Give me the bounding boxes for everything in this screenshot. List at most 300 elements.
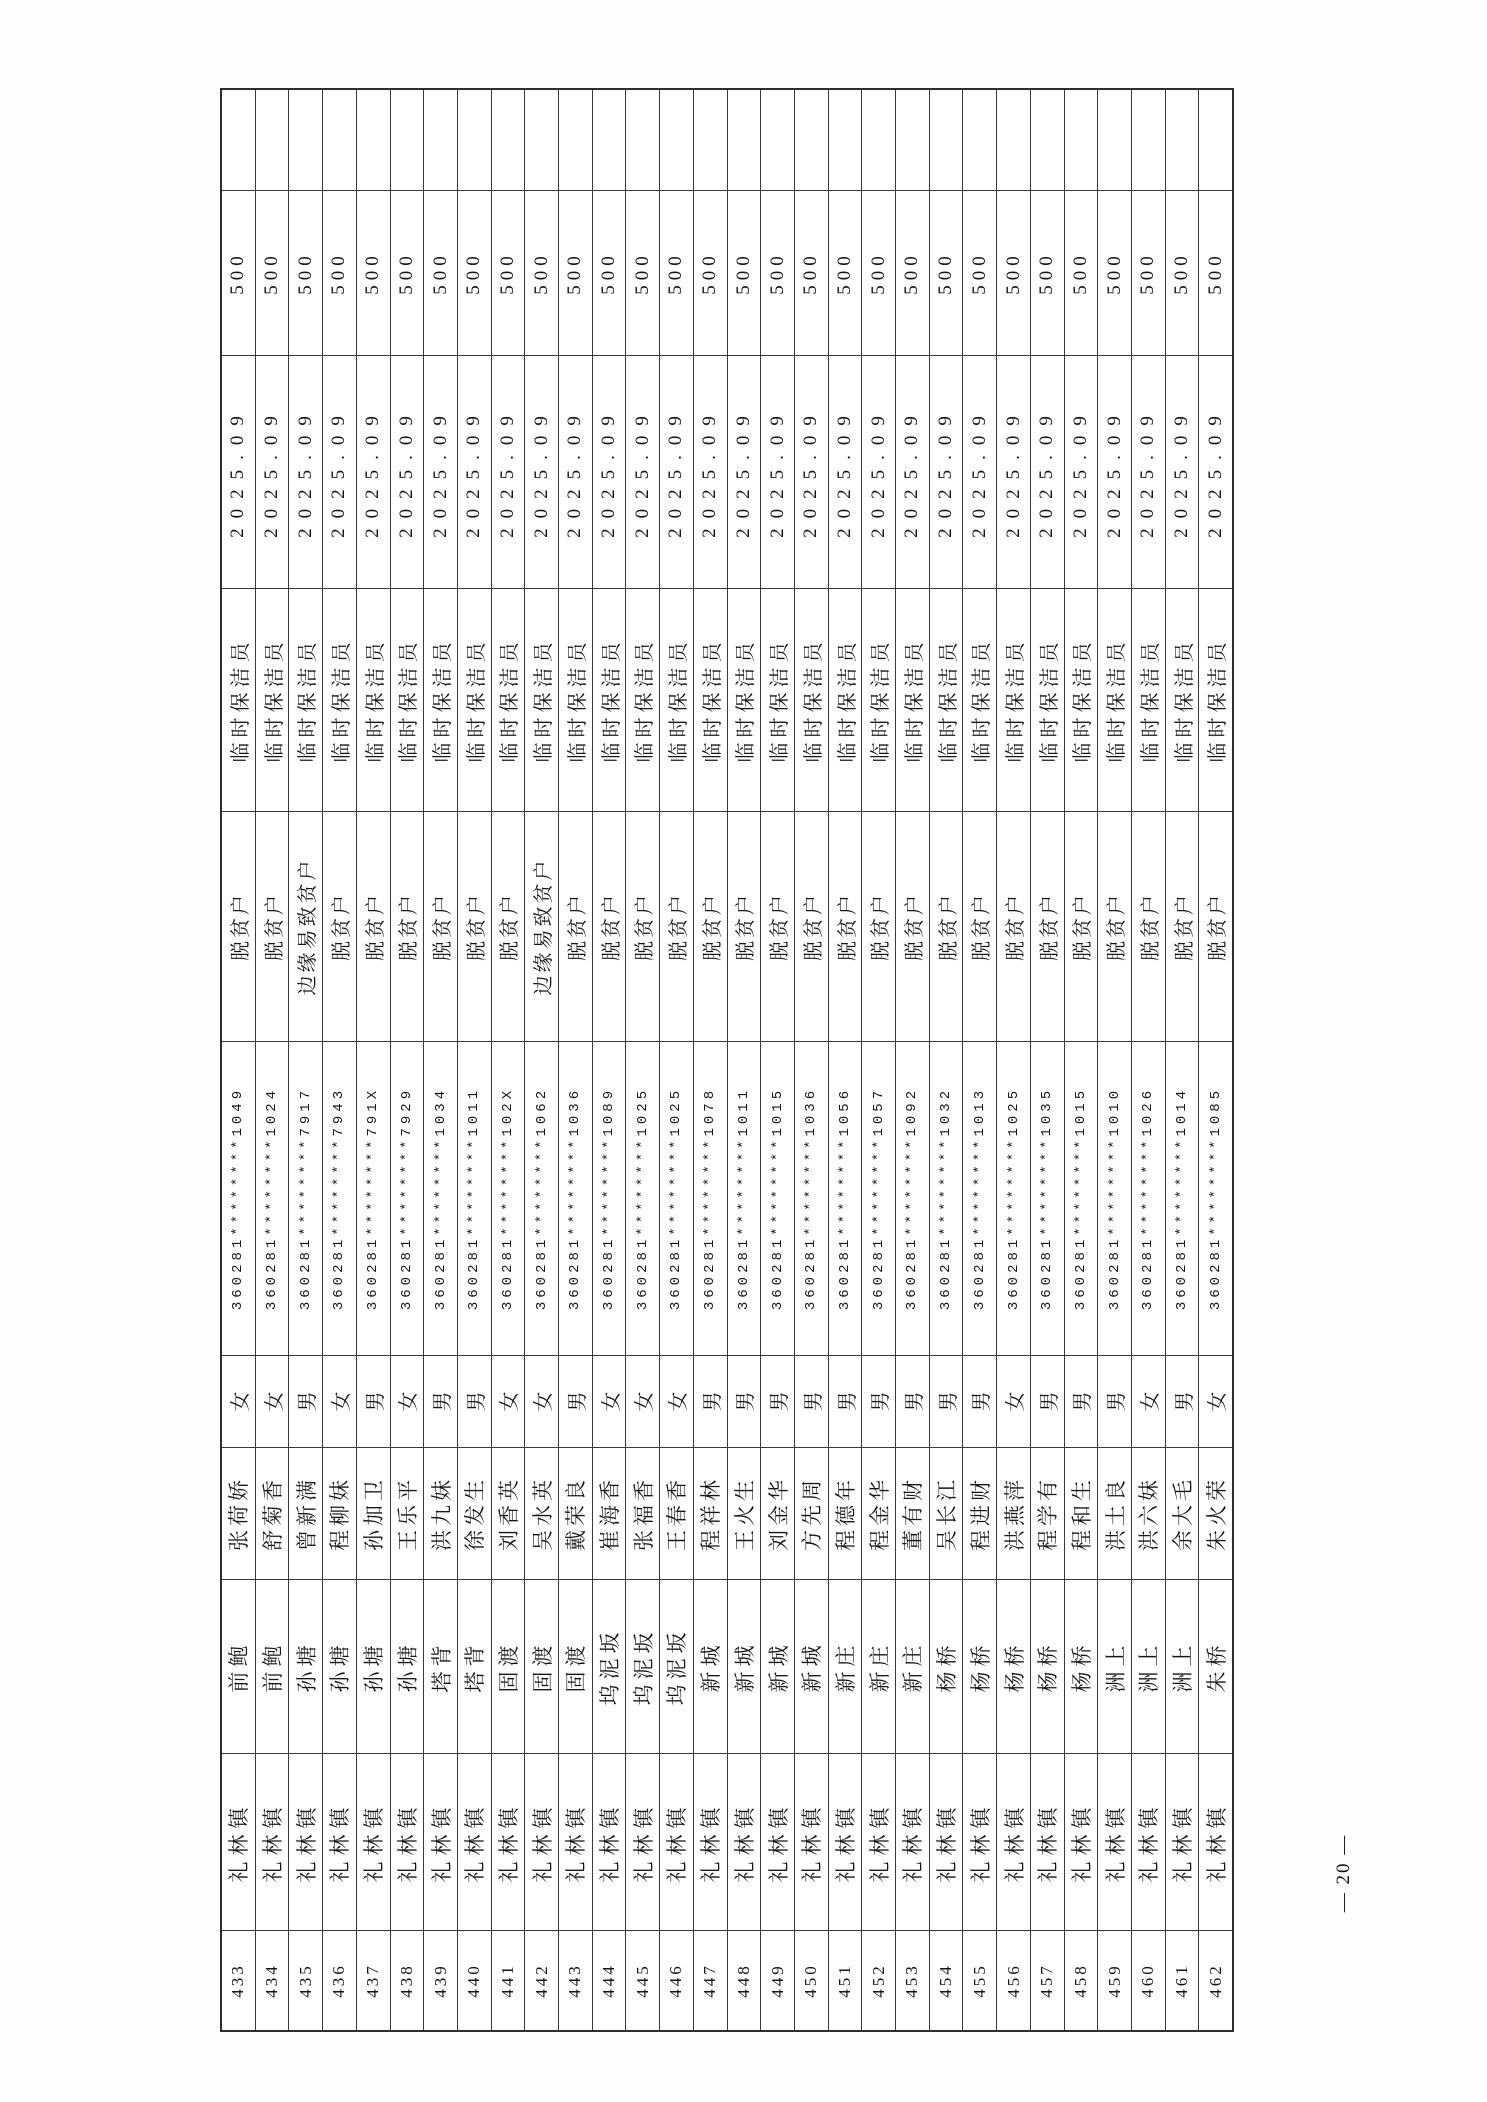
table-row (492, 90, 526, 2030)
cell-name: 张福香 (626, 1447, 659, 1579)
cell-gender: 男 (728, 1355, 761, 1447)
cell-town: 礼林镇 (289, 1753, 322, 1930)
cell-seq: 438 (391, 1930, 424, 2030)
cell-id-masked: 360281********1089 (593, 1041, 626, 1355)
cell-category: 脱贫户 (795, 811, 828, 1041)
cell-amount: 500 (660, 190, 693, 355)
cell-town: 礼林镇 (1031, 1753, 1064, 1930)
cell-note (997, 90, 1030, 190)
cell-id-masked: 360281********1026 (1132, 1041, 1165, 1355)
cell-seq: 455 (963, 1930, 996, 2030)
table-row (1166, 90, 1200, 2030)
cell-note (1166, 90, 1199, 190)
cell-gender: 女 (256, 1355, 289, 1447)
cell-id-masked: 360281********7929 (391, 1041, 424, 1355)
cell-note (1098, 90, 1131, 190)
cell-amount: 500 (289, 190, 322, 355)
cell-seq: 457 (1031, 1930, 1064, 2030)
cell-amount: 500 (728, 190, 761, 355)
cell-village: 固渡 (559, 1579, 592, 1753)
cell-name: 王乐平 (391, 1447, 424, 1579)
cell-seq: 458 (1065, 1930, 1098, 2030)
cell-gender: 男 (795, 1355, 828, 1447)
cell-id-masked: 360281********1057 (862, 1041, 895, 1355)
cell-town: 礼林镇 (323, 1753, 356, 1930)
cell-month: 2025.09 (593, 355, 626, 588)
cell-village: 新庄 (862, 1579, 895, 1753)
cell-town: 礼林镇 (492, 1753, 525, 1930)
cell-name: 王火生 (728, 1447, 761, 1579)
cell-gender: 女 (323, 1355, 356, 1447)
cell-name: 程金华 (862, 1447, 895, 1579)
cell-note (795, 90, 828, 190)
cell-village: 新庄 (829, 1579, 862, 1753)
cell-id-masked: 360281********1014 (1166, 1041, 1199, 1355)
cell-village: 新庄 (896, 1579, 929, 1753)
cell-category: 脱贫户 (357, 811, 390, 1041)
cell-position: 临时保洁员 (997, 588, 1030, 811)
cell-amount: 500 (1199, 190, 1232, 355)
cell-id-masked: 360281********1032 (930, 1041, 963, 1355)
cell-gender: 男 (289, 1355, 322, 1447)
cell-category: 脱贫户 (559, 811, 592, 1041)
table-row (391, 90, 425, 2030)
cell-seq: 443 (559, 1930, 592, 2030)
cell-seq: 447 (694, 1930, 727, 2030)
cell-id-masked: 360281********102X (492, 1041, 525, 1355)
cell-name: 崔海香 (593, 1447, 626, 1579)
cell-category: 脱贫户 (458, 811, 491, 1041)
cell-seq: 435 (289, 1930, 322, 2030)
cell-month: 2025.09 (1166, 355, 1199, 588)
cell-note (559, 90, 592, 190)
cell-town: 礼林镇 (795, 1753, 828, 1930)
cell-name: 曾新满 (289, 1447, 322, 1579)
cell-month: 2025.09 (997, 355, 1030, 588)
cell-category: 边缘易致贫户 (525, 811, 558, 1041)
cell-name: 徐发生 (458, 1447, 491, 1579)
cell-month: 2025.09 (1132, 355, 1165, 588)
cell-seq: 437 (357, 1930, 390, 2030)
cell-gender: 男 (458, 1355, 491, 1447)
cell-gender: 男 (1065, 1355, 1098, 1447)
cell-id-masked: 360281********1036 (795, 1041, 828, 1355)
cell-month: 2025.09 (357, 355, 390, 588)
cell-village: 新城 (694, 1579, 727, 1753)
cell-village: 杨桥 (963, 1579, 996, 1753)
cell-amount: 500 (458, 190, 491, 355)
cell-category: 脱贫户 (694, 811, 727, 1041)
cell-seq: 462 (1199, 1930, 1232, 2030)
cell-month: 2025.09 (930, 355, 963, 588)
cell-village: 洲上 (1166, 1579, 1199, 1753)
cell-name: 洪九妹 (424, 1447, 457, 1579)
cell-position: 临时保洁员 (862, 588, 895, 811)
cell-category: 脱贫户 (256, 811, 289, 1041)
table-row (525, 90, 559, 2030)
cell-month: 2025.09 (1199, 355, 1232, 588)
cell-village: 孙塘 (289, 1579, 322, 1753)
cell-month: 2025.09 (829, 355, 862, 588)
cell-seq: 449 (761, 1930, 794, 2030)
cell-seq: 450 (795, 1930, 828, 2030)
cell-category: 脱贫户 (391, 811, 424, 1041)
cell-amount: 500 (1098, 190, 1131, 355)
cell-id-masked: 360281********1025 (660, 1041, 693, 1355)
cell-gender: 男 (896, 1355, 929, 1447)
cell-note (593, 90, 626, 190)
cell-id-masked: 360281********7917 (289, 1041, 322, 1355)
cell-amount: 500 (1065, 190, 1098, 355)
cell-id-masked: 360281********1085 (1199, 1041, 1232, 1355)
table-row (997, 90, 1031, 2030)
cell-village: 洲上 (1098, 1579, 1131, 1753)
cell-town: 礼林镇 (761, 1753, 794, 1930)
cell-month: 2025.09 (391, 355, 424, 588)
cell-note (222, 90, 255, 190)
cell-position: 临时保洁员 (357, 588, 390, 811)
cell-position: 临时保洁员 (930, 588, 963, 811)
cell-month: 2025.09 (1098, 355, 1131, 588)
cell-town: 礼林镇 (222, 1753, 255, 1930)
table-row (256, 90, 290, 2030)
cell-category: 脱贫户 (593, 811, 626, 1041)
cell-seq: 452 (862, 1930, 895, 2030)
cell-amount: 500 (829, 190, 862, 355)
cell-gender: 男 (862, 1355, 895, 1447)
cell-name: 洪土良 (1098, 1447, 1131, 1579)
cell-town: 礼林镇 (458, 1753, 491, 1930)
cell-town: 礼林镇 (559, 1753, 592, 1930)
cell-position: 临时保洁员 (391, 588, 424, 811)
cell-village: 朱桥 (1199, 1579, 1232, 1753)
cell-amount: 500 (222, 190, 255, 355)
table-row (289, 90, 323, 2030)
cell-gender: 女 (1199, 1355, 1232, 1447)
cell-name: 余大毛 (1166, 1447, 1199, 1579)
cell-note (963, 90, 996, 190)
cell-amount: 500 (761, 190, 794, 355)
cell-note (896, 90, 929, 190)
cell-category: 边缘易致贫户 (289, 811, 322, 1041)
cell-month: 2025.09 (424, 355, 457, 588)
cell-seq: 456 (997, 1930, 1030, 2030)
cell-gender: 男 (424, 1355, 457, 1447)
cell-month: 2025.09 (323, 355, 356, 588)
cell-amount: 500 (997, 190, 1030, 355)
cell-town: 礼林镇 (256, 1753, 289, 1930)
cell-town: 礼林镇 (1166, 1753, 1199, 1930)
cell-category: 脱贫户 (896, 811, 929, 1041)
cell-gender: 女 (222, 1355, 255, 1447)
table-row (896, 90, 930, 2030)
cell-name: 王春香 (660, 1447, 693, 1579)
table-row (795, 90, 829, 2030)
cell-village: 孙塘 (391, 1579, 424, 1753)
cell-position: 临时保洁员 (660, 588, 693, 811)
cell-town: 礼林镇 (1098, 1753, 1131, 1930)
cell-id-masked: 360281********1010 (1098, 1041, 1131, 1355)
cell-gender: 男 (1166, 1355, 1199, 1447)
cell-gender: 女 (391, 1355, 424, 1447)
cell-amount: 500 (256, 190, 289, 355)
cell-gender: 男 (1098, 1355, 1131, 1447)
cell-village: 杨桥 (1031, 1579, 1064, 1753)
cell-amount: 500 (862, 190, 895, 355)
table-row (626, 90, 660, 2030)
cell-town: 礼林镇 (660, 1753, 693, 1930)
cell-village: 新城 (728, 1579, 761, 1753)
cell-village: 孙塘 (323, 1579, 356, 1753)
subsidy-table (220, 88, 1234, 2032)
cell-position: 临时保洁员 (525, 588, 558, 811)
table-row (963, 90, 997, 2030)
table-row (458, 90, 492, 2030)
cell-name: 程学有 (1031, 1447, 1064, 1579)
cell-name: 程柳妹 (323, 1447, 356, 1579)
cell-town: 礼林镇 (829, 1753, 862, 1930)
cell-category: 脱贫户 (222, 811, 255, 1041)
table-row (559, 90, 593, 2030)
cell-position: 临时保洁员 (761, 588, 794, 811)
cell-position: 临时保洁员 (795, 588, 828, 811)
cell-name: 张荷娇 (222, 1447, 255, 1579)
cell-note (391, 90, 424, 190)
cell-village: 杨桥 (1065, 1579, 1098, 1753)
cell-name: 程和生 (1065, 1447, 1098, 1579)
table-row (862, 90, 896, 2030)
cell-seq: 439 (424, 1930, 457, 2030)
cell-town: 礼林镇 (694, 1753, 727, 1930)
cell-month: 2025.09 (728, 355, 761, 588)
table-row (323, 90, 357, 2030)
cell-town: 礼林镇 (1199, 1753, 1232, 1930)
cell-category: 脱贫户 (1199, 811, 1232, 1041)
page-number: — 20 — (1333, 1833, 1354, 1913)
cell-id-masked: 360281********1034 (424, 1041, 457, 1355)
cell-town: 礼林镇 (593, 1753, 626, 1930)
cell-id-masked: 360281********1011 (458, 1041, 491, 1355)
cell-month: 2025.09 (222, 355, 255, 588)
cell-id-masked: 360281********791X (357, 1041, 390, 1355)
cell-gender: 女 (626, 1355, 659, 1447)
cell-position: 临时保洁员 (424, 588, 457, 811)
cell-seq: 461 (1166, 1930, 1199, 2030)
cell-seq: 460 (1132, 1930, 1165, 2030)
cell-month: 2025.09 (761, 355, 794, 588)
cell-note (256, 90, 289, 190)
cell-name: 刘香英 (492, 1447, 525, 1579)
cell-amount: 500 (626, 190, 659, 355)
cell-seq: 433 (222, 1930, 255, 2030)
cell-category: 脱贫户 (492, 811, 525, 1041)
cell-note (525, 90, 558, 190)
cell-category: 脱贫户 (1065, 811, 1098, 1041)
cell-seq: 436 (323, 1930, 356, 2030)
cell-category: 脱贫户 (862, 811, 895, 1041)
cell-name: 程祥林 (694, 1447, 727, 1579)
cell-seq: 446 (660, 1930, 693, 2030)
cell-month: 2025.09 (963, 355, 996, 588)
cell-name: 戴荣良 (559, 1447, 592, 1579)
cell-amount: 500 (694, 190, 727, 355)
cell-month: 2025.09 (525, 355, 558, 588)
cell-position: 临时保洁员 (963, 588, 996, 811)
cell-note (492, 90, 525, 190)
cell-month: 2025.09 (862, 355, 895, 588)
table-row (1098, 90, 1132, 2030)
cell-id-masked: 360281********1025 (626, 1041, 659, 1355)
cell-amount: 500 (391, 190, 424, 355)
cell-amount: 500 (1031, 190, 1064, 355)
cell-gender: 男 (761, 1355, 794, 1447)
cell-village: 塔背 (424, 1579, 457, 1753)
table-row (1065, 90, 1099, 2030)
cell-note (289, 90, 322, 190)
cell-note (1031, 90, 1064, 190)
table-row (761, 90, 795, 2030)
cell-month: 2025.09 (896, 355, 929, 588)
cell-name: 吴水英 (525, 1447, 558, 1579)
cell-id-masked: 360281********1092 (896, 1041, 929, 1355)
cell-month: 2025.09 (1031, 355, 1064, 588)
cell-category: 脱贫户 (1132, 811, 1165, 1041)
cell-category: 脱贫户 (424, 811, 457, 1041)
cell-note (1132, 90, 1165, 190)
cell-seq: 445 (626, 1930, 659, 2030)
cell-gender: 男 (559, 1355, 592, 1447)
table-row (829, 90, 863, 2030)
cell-village: 洲上 (1132, 1579, 1165, 1753)
cell-name: 程德年 (829, 1447, 862, 1579)
table-row (1031, 90, 1065, 2030)
cell-gender: 男 (930, 1355, 963, 1447)
cell-note (761, 90, 794, 190)
cell-name: 程进财 (963, 1447, 996, 1579)
cell-id-masked: 360281********1015 (1065, 1041, 1098, 1355)
cell-position: 临时保洁员 (1132, 588, 1165, 811)
cell-id-masked: 360281********1035 (1031, 1041, 1064, 1355)
cell-village: 坞泥坂 (626, 1579, 659, 1753)
cell-gender: 男 (963, 1355, 996, 1447)
cell-month: 2025.09 (1065, 355, 1098, 588)
cell-amount: 500 (795, 190, 828, 355)
cell-gender: 女 (1132, 1355, 1165, 1447)
table-row (424, 90, 458, 2030)
cell-amount: 500 (593, 190, 626, 355)
cell-category: 脱贫户 (1098, 811, 1131, 1041)
cell-id-masked: 360281********1078 (694, 1041, 727, 1355)
cell-month: 2025.09 (256, 355, 289, 588)
cell-gender: 女 (997, 1355, 1030, 1447)
cell-amount: 500 (492, 190, 525, 355)
cell-town: 礼林镇 (963, 1753, 996, 1930)
cell-month: 2025.09 (660, 355, 693, 588)
cell-gender: 女 (525, 1355, 558, 1447)
cell-category: 脱贫户 (997, 811, 1030, 1041)
cell-town: 礼林镇 (424, 1753, 457, 1930)
cell-name: 方先周 (795, 1447, 828, 1579)
cell-seq: 454 (930, 1930, 963, 2030)
cell-village: 固渡 (525, 1579, 558, 1753)
cell-id-masked: 360281********1011 (728, 1041, 761, 1355)
cell-month: 2025.09 (694, 355, 727, 588)
cell-position: 临时保洁员 (593, 588, 626, 811)
cell-gender: 男 (1031, 1355, 1064, 1447)
cell-village: 新城 (795, 1579, 828, 1753)
cell-position: 临时保洁员 (1031, 588, 1064, 811)
cell-id-masked: 360281********1049 (222, 1041, 255, 1355)
cell-note (626, 90, 659, 190)
cell-town: 礼林镇 (1132, 1753, 1165, 1930)
cell-town: 礼林镇 (862, 1753, 895, 1930)
cell-id-masked: 360281********1024 (256, 1041, 289, 1355)
cell-amount: 500 (896, 190, 929, 355)
cell-town: 礼林镇 (997, 1753, 1030, 1930)
cell-amount: 500 (424, 190, 457, 355)
cell-position: 临时保洁员 (896, 588, 929, 811)
cell-note (694, 90, 727, 190)
cell-name: 朱火荣 (1199, 1447, 1232, 1579)
cell-name: 吴长江 (930, 1447, 963, 1579)
cell-gender: 男 (357, 1355, 390, 1447)
cell-village: 前鲍 (256, 1579, 289, 1753)
cell-month: 2025.09 (289, 355, 322, 588)
cell-seq: 453 (896, 1930, 929, 2030)
cell-category: 脱贫户 (323, 811, 356, 1041)
cell-amount: 500 (963, 190, 996, 355)
cell-amount: 500 (1166, 190, 1199, 355)
cell-seq: 451 (829, 1930, 862, 2030)
table-row (1132, 90, 1166, 2030)
cell-seq: 448 (728, 1930, 761, 2030)
table-row (357, 90, 391, 2030)
cell-note (728, 90, 761, 190)
cell-amount: 500 (323, 190, 356, 355)
cell-town: 礼林镇 (525, 1753, 558, 1930)
cell-category: 脱贫户 (1031, 811, 1064, 1041)
cell-month: 2025.09 (492, 355, 525, 588)
cell-category: 脱贫户 (626, 811, 659, 1041)
cell-note (829, 90, 862, 190)
cell-gender: 女 (660, 1355, 693, 1447)
cell-category: 脱贫户 (829, 811, 862, 1041)
cell-name: 洪六妹 (1132, 1447, 1165, 1579)
cell-village: 坞泥坂 (660, 1579, 693, 1753)
cell-town: 礼林镇 (357, 1753, 390, 1930)
cell-gender: 女 (593, 1355, 626, 1447)
table-row (660, 90, 694, 2030)
cell-id-masked: 360281********1025 (997, 1041, 1030, 1355)
table-row (694, 90, 728, 2030)
cell-amount: 500 (357, 190, 390, 355)
cell-town: 礼林镇 (391, 1753, 424, 1930)
cell-id-masked: 360281********1036 (559, 1041, 592, 1355)
cell-note (1199, 90, 1232, 190)
cell-seq: 442 (525, 1930, 558, 2030)
cell-village: 前鲍 (222, 1579, 255, 1753)
cell-note (1065, 90, 1098, 190)
table-row (930, 90, 964, 2030)
table-row (1199, 90, 1232, 2030)
cell-village: 塔背 (458, 1579, 491, 1753)
cell-position: 临时保洁员 (694, 588, 727, 811)
cell-position: 临时保洁员 (323, 588, 356, 811)
table-row (222, 90, 256, 2030)
cell-amount: 500 (525, 190, 558, 355)
cell-amount: 500 (930, 190, 963, 355)
cell-note (357, 90, 390, 190)
